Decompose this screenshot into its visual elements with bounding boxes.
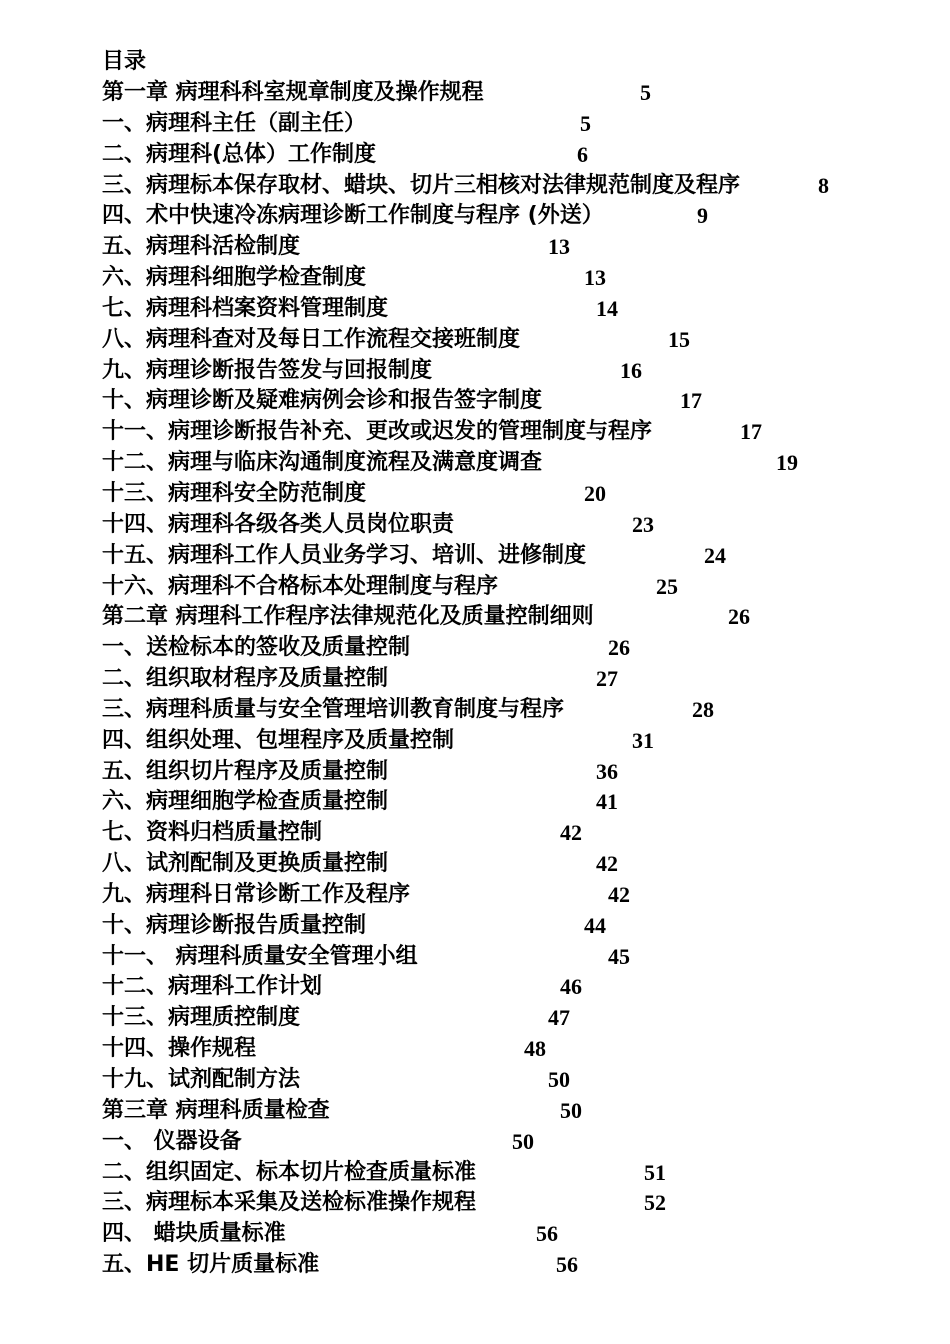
toc-entry-page-number: 41 [596,789,618,815]
toc-entry[interactable] [102,1127,902,1158]
toc-entry-title: 第一章 病理科科室规章制度及操作规程 [102,80,484,105]
toc-entry-page-number: 19 [776,450,798,476]
toc-entry-page-number: 50 [512,1128,534,1154]
toc-entry[interactable] [102,572,902,603]
toc-entry[interactable] [102,972,902,1003]
toc-entry-title: 十二、病理科工作计划 [102,974,323,1000]
toc-entry-title: 五、病理科活检制度 [102,234,301,260]
toc-entry-title: 六、病理科细胞学检查制度 [102,265,367,291]
toc-entry[interactable] [102,232,902,263]
toc-entry-title: 六、病理细胞学检查质量控制 [102,789,389,815]
toc-entry-title: 七、病理科档案资料管理制度 [102,295,389,321]
toc-entry-page-number: 17 [740,419,762,445]
toc-entry-page-number: 42 [608,881,630,907]
toc-entry-title: 八、病理科查对及每日工作流程交接班制度 [102,326,521,352]
toc-entry-title: 十九、试剂配制方法 [102,1067,301,1092]
toc-entry-title: 一、送检标本的签收及质量控制 [102,635,411,661]
toc-entry[interactable] [102,140,902,171]
toc-entry[interactable] [102,818,902,849]
toc-entry[interactable] [102,1003,902,1034]
toc-entry[interactable] [102,787,902,818]
toc-entry-title: 四、 蜡块质量标准 [102,1221,286,1247]
toc-entry-title: 三、病理科质量与安全管理培训教育制度与程序 [102,696,565,722]
toc-entry-title: 二、组织取材程序及质量控制 [102,666,389,692]
toc-entry-page-number: 17 [680,388,702,414]
toc-entry-title: 十、病理诊断及疑难病例会诊和报告签字制度 [102,388,543,414]
toc-entry[interactable] [102,510,902,541]
toc-entry-title: 二、组织固定、标本切片检查质量标准 [102,1159,477,1185]
toc-entry[interactable] [102,880,902,911]
toc-entry-title: 一、 仪器设备 [102,1128,242,1154]
toc-entry-page-number: 50 [548,1067,570,1092]
toc-entry-title: 十四、病理科各级各类人员岗位职责 [102,511,455,537]
toc-entry[interactable] [102,294,902,325]
toc-entry[interactable] [102,479,902,510]
toc-entry-page-number: 56 [556,1252,578,1278]
toc-entry[interactable] [102,849,902,880]
toc-entry-title: 九、病理科日常诊断工作及程序 [102,881,411,907]
toc-entry[interactable] [102,356,902,387]
toc-entry-page-number: 46 [560,974,582,1000]
toc-entry[interactable] [102,171,902,202]
toc-entry-title: 七、资料归档质量控制 [102,820,323,846]
toc-entry[interactable] [102,726,902,757]
toc-entry-page-number: 56 [536,1221,558,1247]
toc-entry-page-number: 50 [560,1097,582,1123]
toc-entry-title: 三、病理标本保存取材、蜡块、切片三相核对法律规范制度及程序 [102,172,741,198]
toc-entry-page-number: 16 [620,357,642,383]
toc-entry[interactable] [102,695,902,726]
toc-entry-page-number: 26 [608,635,630,661]
toc-entry-title: 一、病理科主任（副主任） [102,110,367,136]
toc-title: 目录 [102,49,147,74]
toc-entry[interactable] [102,664,902,695]
toc-entry[interactable] [102,602,902,633]
toc-entry-title: 十一、病理诊断报告补充、更改或迟发的管理制度与程序 [102,419,653,445]
toc-entry-title: 十六、病理科不合格标本处理制度与程序 [102,573,499,599]
toc-entry-page-number: 15 [668,326,690,352]
toc-entry-title: 八、试剂配制及更换质量控制 [102,851,389,877]
toc-entry-page-number: 5 [580,110,591,136]
toc-entry[interactable] [102,1250,902,1281]
toc-entry-title: 五、HE 切片质量标准 [102,1252,320,1278]
toc-entry-page-number: 28 [692,696,714,722]
toc-entry-page-number: 5 [640,80,651,105]
toc-entry-page-number: 48 [524,1036,546,1062]
toc-entry[interactable] [102,1096,902,1127]
toc-entry-page-number: 8 [818,172,829,198]
toc-entry-page-number: 23 [632,511,654,537]
toc-entry-page-number: 27 [596,666,618,692]
toc-entry-title: 第三章 病理科质量检查 [102,1097,330,1123]
toc-entry[interactable] [102,201,902,232]
toc-entry-page-number: 36 [596,758,618,784]
toc-entry-title: 四、术中快速冷冻病理诊断工作制度与程序 (外送） [102,203,604,229]
toc-entry-page-number: 42 [560,820,582,846]
toc-entry-title: 十二、病理与临床沟通制度流程及满意度调查 [102,450,543,476]
toc-entry[interactable] [102,325,902,356]
toc-entry-page-number: 31 [632,727,654,753]
toc-entry-page-number: 47 [548,1005,570,1031]
toc-entry[interactable] [102,1158,902,1189]
toc-entry-title: 第二章 病理科工作程序法律规范化及质量控制细则 [102,604,594,630]
toc-entry-page-number: 25 [656,573,678,599]
toc-entry[interactable] [102,78,902,109]
toc-entry[interactable] [102,109,902,140]
toc-entry-page-number: 24 [704,542,726,568]
toc-entry-page-number: 13 [548,234,570,260]
toc-entry-title: 十三、病理质控制度 [102,1005,301,1031]
toc-entry-page-number: 44 [584,912,606,938]
toc-entry-title: 四、组织处理、包埋程序及质量控制 [102,727,455,753]
toc-entry[interactable] [102,386,902,417]
toc-entry[interactable] [102,417,902,448]
toc-entry[interactable] [102,1034,902,1065]
toc-entry[interactable] [102,1219,902,1250]
toc-entry-title: 五、组织切片程序及质量控制 [102,758,389,784]
toc-entry[interactable] [102,633,902,664]
toc-entry-page-number: 6 [577,141,588,167]
toc-entry[interactable] [102,1188,902,1219]
toc-entry-title: 三、病理标本采集及送检标准操作规程 [102,1190,477,1216]
toc-entry[interactable] [102,541,902,572]
toc-entry[interactable] [102,448,902,479]
toc-entry-title: 十四、操作规程 [102,1036,257,1062]
toc-entry-page-number: 42 [596,851,618,877]
toc-entry-page-number: 14 [596,295,618,321]
toc-entry-title: 二、病理科(总体）工作制度 [102,141,377,167]
toc-entry[interactable] [102,263,902,294]
toc-entry[interactable] [102,1065,902,1096]
toc-entry-title: 十一、 病理科质量安全管理小组 [102,943,418,969]
toc-entry-title: 十、病理诊断报告质量控制 [102,912,367,938]
toc-entry[interactable] [102,942,902,973]
toc-entry-page-number: 9 [697,203,708,229]
toc-entry-page-number: 20 [584,480,606,506]
toc-list [102,78,902,1281]
toc-entry[interactable] [102,911,902,942]
toc-entry-title: 十三、病理科安全防范制度 [102,480,367,506]
toc-entry-page-number: 45 [608,943,630,969]
toc-entry-page-number: 51 [644,1159,666,1185]
toc-entry-page-number: 13 [584,265,606,291]
toc-entry-page-number: 26 [728,604,750,630]
toc-entry[interactable] [102,757,902,788]
toc-entry-title: 九、病理诊断报告签发与回报制度 [102,357,433,383]
toc-entry-title: 十五、病理科工作人员业务学习、培训、进修制度 [102,542,587,568]
toc-entry-page-number: 52 [644,1190,666,1216]
